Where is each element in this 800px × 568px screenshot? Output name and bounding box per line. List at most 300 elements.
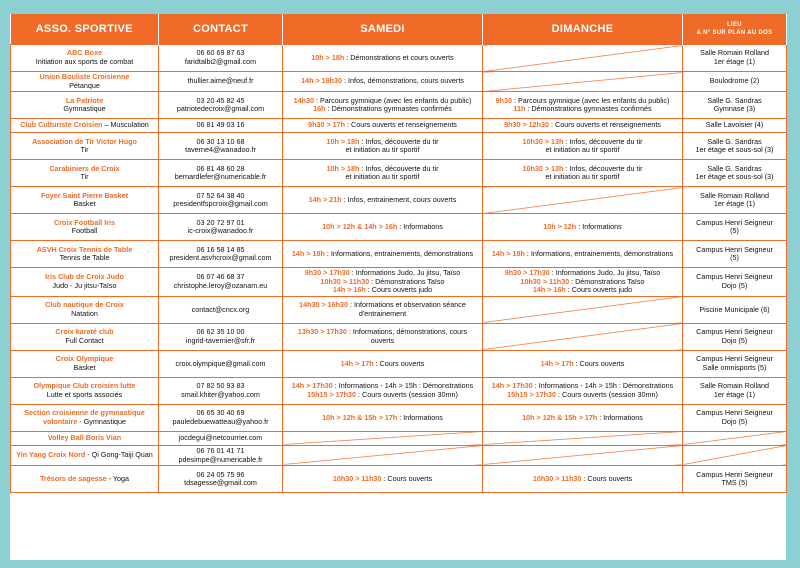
samedi-cell [283, 241, 483, 268]
schedule-text: : Cours ouverts et renseignements [549, 120, 661, 130]
asso-cell [11, 323, 159, 350]
schedule-line [285, 196, 480, 205]
contact-email: patriotedecroix@gmail.com [176, 104, 265, 114]
lieu-detail: Salle omnisports (5) [702, 362, 767, 372]
asso-discipline: Pétanque [69, 80, 100, 90]
schedule-time: 9h30 > 17h [308, 120, 346, 130]
schedule-line [485, 121, 680, 130]
contact-phone: 06 16 58 14 85 [196, 244, 245, 254]
schedule-time: 14h > 16h [332, 285, 366, 295]
samedi-cell [283, 187, 483, 214]
schedule-text: : Informations, entrainements, démonstrations [324, 248, 474, 258]
asso-discipline: Tir [80, 172, 89, 182]
asso-cell [11, 160, 159, 187]
dimanche-cell [483, 45, 683, 72]
schedule-text: : Démonstrations gymnastes confirmés [525, 104, 652, 114]
dimanche-cell [483, 160, 683, 187]
schedule-text: : Cours ouverts [373, 358, 425, 368]
schedule-line [285, 337, 480, 346]
schedule-time: 10h30 > 11h30 [320, 276, 370, 286]
contact-cell [159, 431, 283, 445]
dimanche-cell [483, 214, 683, 241]
schedule-text: : Cours ouverts (session 30mn) [556, 389, 658, 399]
contact-email: president.asvhcroix@gmail.com [169, 253, 272, 263]
schedule-time: 9h30 > 17h30 [504, 268, 550, 278]
schedule-time: 9h30 [495, 95, 512, 105]
asso-cell [11, 45, 159, 72]
contact-phone: 03 20 72 97 01 [196, 217, 245, 227]
schedule-time: 10h > 18h [326, 136, 360, 146]
schedule-time: 9h30 > 12h30 [504, 120, 550, 130]
schedule-text: : Cours ouverts [581, 473, 633, 483]
lieu-detail: 1er étage (1) [713, 389, 756, 399]
contact-cell [159, 187, 283, 214]
dimanche-cell [483, 404, 683, 431]
schedule-text: : Informations, démonstrations, cours [346, 327, 468, 337]
contact-cell [159, 268, 283, 297]
asso-name: ASVH Croix Tennis de Table [36, 244, 133, 254]
lieu-cell [683, 45, 787, 72]
table-row [11, 431, 787, 445]
schedule-text: : Informations, entrainements, démonstrations [524, 248, 674, 258]
table-row [11, 92, 787, 119]
schedule-text: : Informations Judo, Ju jitsu, Taïso [549, 268, 661, 278]
contact-email: pauledebuewatteau@yahoo.fr [172, 416, 269, 426]
schedule-line [285, 310, 480, 319]
schedule-time: 10h > 12h [543, 221, 577, 231]
dimanche-cell [483, 377, 683, 404]
asso-name: Iris Club de Croix Judo [45, 272, 124, 282]
schedule-line [285, 414, 480, 423]
schedule-table [10, 14, 787, 493]
schedule-time: 14h > 17h [540, 358, 574, 368]
asso-discipline: Basket [73, 199, 96, 209]
contact-email: croix.olympique@gmail.com [175, 358, 266, 368]
dimanche-cell [483, 350, 683, 377]
schedule-text: : Cours ouverts (session 30mn) [356, 389, 458, 399]
asso-cell [11, 445, 159, 465]
contact-email: smail.khiter@yahoo.com [181, 389, 260, 399]
samedi-cell [283, 214, 483, 241]
asso-discipline: Judo - Ju jitsu-Taïso [52, 281, 117, 291]
table-row [11, 187, 787, 214]
lieu-name: Campus Henri Seigneur [696, 354, 773, 364]
schedule-text: : Parcours gymnique (avec les enfants du public) [313, 95, 472, 105]
asso-name: Croix Football Iris [53, 217, 116, 227]
lieu-name: Campus Henri Seigneur [696, 217, 773, 227]
schedule-line [285, 54, 480, 63]
schedule-line [285, 475, 480, 484]
contact-email: pdesimpe@numericable.fr [178, 454, 263, 464]
header-lieu-line1: LIEU [727, 22, 742, 28]
schedule-text: : Infos, entrainement, cours ouverts [341, 194, 457, 204]
contact-cell [159, 241, 283, 268]
contact-email: presidentfspcroix@gmail.com [173, 199, 268, 209]
asso-discipline: – Musculation [102, 120, 149, 130]
schedule-time: 14h30 > 16h30 [299, 300, 349, 310]
contact-cell [159, 119, 283, 133]
lieu-name: Salle Romain Rolland [699, 48, 770, 58]
dimanche-cell [483, 187, 683, 214]
contact-cell [159, 350, 283, 377]
contact-cell [159, 445, 283, 465]
asso-discipline: Tennis de Table [59, 253, 110, 263]
schedule-text: : Cours ouverts [573, 358, 625, 368]
schedule-line [285, 250, 480, 259]
schedule-time: 10h30 > 13h [522, 136, 564, 146]
samedi-cell [283, 268, 483, 297]
schedule-text: : Informations Judo, Ju jitsu, Taïso [349, 268, 461, 278]
lieu-name: Campus Henri Seigneur [696, 327, 773, 337]
contact-cell [159, 214, 283, 241]
lieu-detail: Dojo (5) [721, 281, 748, 291]
schedule-line [285, 360, 480, 369]
dimanche-cell [483, 323, 683, 350]
schedule-text: : Cours ouverts judo [365, 285, 433, 295]
schedule-line [285, 105, 480, 114]
schedule-text: : Cours ouverts et renseignements [345, 120, 457, 130]
dimanche-cell [483, 241, 683, 268]
samedi-cell [283, 133, 483, 160]
samedi-cell [283, 296, 483, 323]
schedule-line [485, 173, 680, 182]
asso-discipline: - Yoga [106, 473, 130, 483]
schedule-text: : Informations et observation séance [348, 300, 466, 310]
contact-cell [159, 92, 283, 119]
schedule-time: 14h > 17h [340, 358, 374, 368]
schedule-text: : Infos, découverte du tir [359, 136, 439, 146]
contact-phone: 06 81 49 03 16 [196, 120, 245, 130]
schedule-time: 10h > 18h [311, 52, 345, 62]
schedule-text: : Infos, découverte du tir [563, 163, 643, 173]
asso-discipline: Football [71, 226, 98, 236]
header-row [11, 14, 787, 45]
schedule-text: : Cours ouverts judo [565, 285, 633, 295]
table-row [11, 268, 787, 297]
asso-cell [11, 404, 159, 431]
asso-cell [11, 133, 159, 160]
table-row [11, 377, 787, 404]
contact-cell [159, 72, 283, 92]
contact-email: tdsagesse@gmail.com [184, 478, 257, 488]
schedule-time: 10h > 18h [326, 163, 360, 173]
lieu-detail: 1er étage (1) [713, 199, 756, 209]
schedule-text: : Informations [576, 221, 622, 231]
table-row [11, 45, 787, 72]
lieu-cell [683, 160, 787, 187]
asso-name: Volley Ball Boris Vian [47, 433, 122, 443]
contact-cell [159, 466, 283, 493]
dimanche-cell [483, 466, 683, 493]
schedule-line [285, 146, 480, 155]
table-row [11, 119, 787, 133]
asso-name: Foyer Saint Pierre Basket [40, 190, 129, 200]
schedule-text: : Infos, découverte du tir [359, 163, 439, 173]
samedi-cell [283, 323, 483, 350]
asso-name: Club nautique de Croix [45, 300, 124, 310]
lieu-name: Salle Romain Rolland [699, 381, 770, 391]
asso-discipline: Gymnastique [63, 104, 106, 114]
asso-name: Section croisienne de gymnastique volontaire [24, 408, 145, 426]
asso-name: Croix Olympique [55, 354, 114, 364]
table-row [11, 296, 787, 323]
samedi-cell [283, 119, 483, 133]
asso-name: Croix karaté club [55, 327, 114, 337]
dimanche-cell [483, 133, 683, 160]
lieu-cell [683, 92, 787, 119]
samedi-cell [283, 160, 483, 187]
dimanche-cell [483, 296, 683, 323]
samedi-cell [283, 466, 483, 493]
asso-discipline: Lutte et sports associés [46, 389, 123, 399]
table-row [11, 350, 787, 377]
contact-phone: 06 07 46 68 37 [196, 272, 245, 282]
dimanche-cell [483, 119, 683, 133]
samedi-cell [283, 350, 483, 377]
asso-name: ABC Boxe [66, 48, 103, 58]
schedule-line [485, 475, 680, 484]
dimanche-cell [483, 445, 683, 465]
schedule-line [485, 360, 680, 369]
contact-cell [159, 377, 283, 404]
asso-cell [11, 119, 159, 133]
lieu-cell [683, 268, 787, 297]
contact-phone: 07 82 50 93 83 [196, 381, 245, 391]
asso-discipline: Basket [73, 362, 96, 372]
lieu-detail: (5) [730, 253, 739, 263]
lieu-detail: Dojo (5) [721, 416, 748, 426]
table-row [11, 445, 787, 465]
lieu-detail: 1er étage (1) [713, 57, 756, 66]
asso-cell [11, 92, 159, 119]
contact-phone: 06 81 48 60 28 [196, 163, 245, 173]
schedule-text: : Démonstrations Taïso [369, 276, 445, 286]
schedule-text: : Informations - 14h > 15h : Démonstrations [532, 381, 674, 391]
dimanche-cell [483, 72, 683, 92]
samedi-cell [283, 404, 483, 431]
schedule-text: : Informations [597, 412, 643, 422]
contact-email: jocdegui@netcourrier.com [178, 433, 263, 443]
contact-cell [159, 323, 283, 350]
asso-name: Association de Tir Victor Hugo [32, 136, 137, 146]
schedule-time: 15h15 > 17h30 [307, 389, 357, 399]
schedule-sheet [10, 14, 786, 560]
asso-cell [11, 187, 159, 214]
lieu-name: Campus Henri Seigneur [696, 244, 773, 254]
schedule-text: : Démonstrations et cours ouverts [344, 52, 454, 62]
contact-email: ingrid-tavernier@sfr.fr [185, 335, 256, 345]
asso-discipline: Tir [80, 145, 89, 155]
schedule-time: 14h30 [293, 95, 314, 105]
header-samedi: SAMEDI [283, 14, 483, 45]
lieu-cell [683, 404, 787, 431]
schedule-line [485, 286, 680, 295]
table-row [11, 133, 787, 160]
lieu-cell [683, 431, 787, 445]
schedule-time: 15h15 > 17h30 [507, 389, 557, 399]
schedule-line [485, 250, 680, 259]
contact-email: faridtalbi2@gmail.com [184, 57, 257, 66]
lieu-cell [683, 445, 787, 465]
schedule-time: 13h30 > 17h30 [297, 327, 347, 337]
asso-cell [11, 241, 159, 268]
lieu-name: Boulodrome (2) [709, 76, 760, 86]
schedule-line [285, 121, 480, 130]
schedule-line [485, 414, 680, 423]
schedule-time: 11h [513, 104, 526, 114]
asso-cell [11, 268, 159, 297]
contact-email: ic-croix@wanadoo.fr [187, 226, 254, 236]
schedule-time: 16h [313, 104, 326, 114]
lieu-name: Campus Henri Seigneur [696, 408, 773, 418]
lieu-name: Salle G. Sandras [707, 163, 762, 173]
schedule-rows [11, 45, 787, 493]
lieu-name: Salle G. Sandras [707, 136, 762, 146]
lieu-cell [683, 350, 787, 377]
schedule-time: 10h > 12h & 14h > 16h [322, 221, 398, 231]
header-lieu [683, 14, 787, 45]
contact-email: christophe.leroy@ozanam.eu [173, 281, 268, 291]
dimanche-cell [483, 92, 683, 119]
schedule-line [285, 391, 480, 400]
schedule-time: 10h30 > 11h30 [520, 276, 570, 286]
schedule-time: 10h30 > 11h30 [332, 473, 382, 483]
asso-cell [11, 431, 159, 445]
asso-cell [11, 214, 159, 241]
schedule-text: ouverts [370, 335, 395, 345]
dimanche-cell [483, 431, 683, 445]
schedule-text: d'entrainement [358, 308, 407, 318]
schedule-text: et initiation au tir sportif [545, 145, 620, 155]
asso-name: Carabiniers de Croix [49, 163, 120, 173]
schedule-text: : Informations [397, 221, 443, 231]
asso-cell [11, 377, 159, 404]
contact-cell [159, 296, 283, 323]
lieu-detail: (5) [730, 226, 739, 236]
schedule-time: 14h > 17h30 [491, 381, 533, 391]
lieu-detail: TMS (5) [721, 478, 748, 488]
asso-name: Trésors de sagesse [39, 473, 107, 483]
lieu-cell [683, 214, 787, 241]
contact-phone: 06 65 30 40 69 [196, 408, 245, 418]
schedule-text: : Informations [397, 412, 443, 422]
schedule-line [485, 105, 680, 114]
lieu-cell [683, 133, 787, 160]
lieu-cell [683, 241, 787, 268]
table-row [11, 241, 787, 268]
samedi-cell [283, 45, 483, 72]
schedule-time: 14h > 18h [291, 248, 325, 258]
table-row [11, 214, 787, 241]
header-lieu-line2: & N° SUR PLAN AU DOS [696, 30, 773, 36]
dimanche-cell [483, 268, 683, 297]
contact-phone: 06 62 35 10 00 [196, 327, 245, 337]
asso-cell [11, 466, 159, 493]
lieu-cell [683, 296, 787, 323]
asso-discipline: Natation [71, 308, 98, 318]
lieu-detail: Dojo (5) [721, 335, 748, 345]
lieu-cell [683, 72, 787, 92]
schedule-line [485, 146, 680, 155]
lieu-cell [683, 187, 787, 214]
contact-email: contact@cncx.org [191, 304, 250, 314]
schedule-text: : Informations - 14h > 15h : Démonstrations [332, 381, 474, 391]
lieu-cell [683, 323, 787, 350]
lieu-name: Campus Henri Seigneur [696, 469, 773, 479]
asso-discipline: - Gymnastique [77, 416, 127, 426]
contact-cell [159, 133, 283, 160]
schedule-time: 10h30 > 11h30 [532, 473, 582, 483]
schedule-time: 10h30 > 13h [522, 163, 564, 173]
lieu-detail: 1er étage et sous-sol (3) [695, 172, 774, 182]
schedule-line [285, 173, 480, 182]
schedule-time: 10h > 12h & 15h > 17h [522, 412, 598, 422]
schedule-time: 14h > 21h [308, 194, 342, 204]
schedule-text: : Parcours gymnique (avec les enfants du public) [511, 95, 670, 105]
schedule-text: et initiation au tir sportif [545, 172, 620, 182]
schedule-text: et initiation au tir sportif [345, 172, 420, 182]
contact-phone: 03 20 45 82 45 [196, 95, 245, 105]
schedule-line [485, 391, 680, 400]
asso-discipline: Initiation aux sports de combat [35, 57, 134, 66]
asso-discipline: - Qi Gong-Taiji Quan [85, 450, 153, 460]
asso-cell [11, 296, 159, 323]
schedule-line [285, 223, 480, 232]
asso-name: Club Culturiste Croisien [20, 120, 103, 130]
schedule-time: 9h30 > 17h30 [304, 268, 350, 278]
lieu-name: Salle G. Sandras [707, 95, 762, 105]
schedule-time: 14h > 16h [532, 285, 566, 295]
header-asso: ASSO. SPORTIVE [11, 14, 159, 45]
lieu-detail: Gymnase (3) [713, 104, 756, 114]
schedule-time: 14h > 18h [491, 248, 525, 258]
table-row [11, 404, 787, 431]
contact-cell [159, 160, 283, 187]
contact-email: thullier.aime@neuf.fr [187, 76, 254, 86]
lieu-name: Piscine Municipale (6) [699, 304, 770, 314]
schedule-text: : Démonstrations Taïso [569, 276, 645, 286]
schedule-text: : Cours ouverts [381, 473, 433, 483]
schedule-text: : Infos, découverte du tir [563, 136, 643, 146]
header-dimanche: DIMANCHE [483, 14, 683, 45]
header-contact: CONTACT [159, 14, 283, 45]
asso-cell [11, 350, 159, 377]
schedule-time: 10h > 12h & 15h > 17h [322, 412, 398, 422]
schedule-text: et initiation au tir sportif [345, 145, 420, 155]
contact-phone: 06 76 01 41 71 [196, 445, 245, 455]
samedi-cell [283, 431, 483, 445]
schedule-time: 14h > 17h30 [291, 381, 333, 391]
lieu-cell [683, 377, 787, 404]
schedule-text: : Infos, démonstrations, cours ouverts [342, 76, 464, 86]
lieu-name: Campus Henri Seigneur [696, 272, 773, 282]
contact-email: bernardlefer@numericable.fr [174, 172, 267, 182]
asso-cell [11, 72, 159, 92]
asso-name: Olympique Club croisien lutte [33, 381, 136, 391]
lieu-cell [683, 466, 787, 493]
lieu-detail: 1er étage et sous-sol (3) [695, 145, 774, 155]
samedi-cell [283, 72, 483, 92]
contact-phone: 06 30 13 10 68 [196, 136, 245, 146]
schedule-line [485, 223, 680, 232]
contact-cell [159, 404, 283, 431]
schedule-line [285, 286, 480, 295]
schedule-line [285, 77, 480, 86]
schedule-text: : Démonstrations gymnastes confirmés [325, 104, 452, 114]
lieu-cell [683, 119, 787, 133]
asso-discipline: Full Contact [65, 335, 104, 345]
contact-email: taverne4@wanadoo.fr [185, 145, 256, 155]
